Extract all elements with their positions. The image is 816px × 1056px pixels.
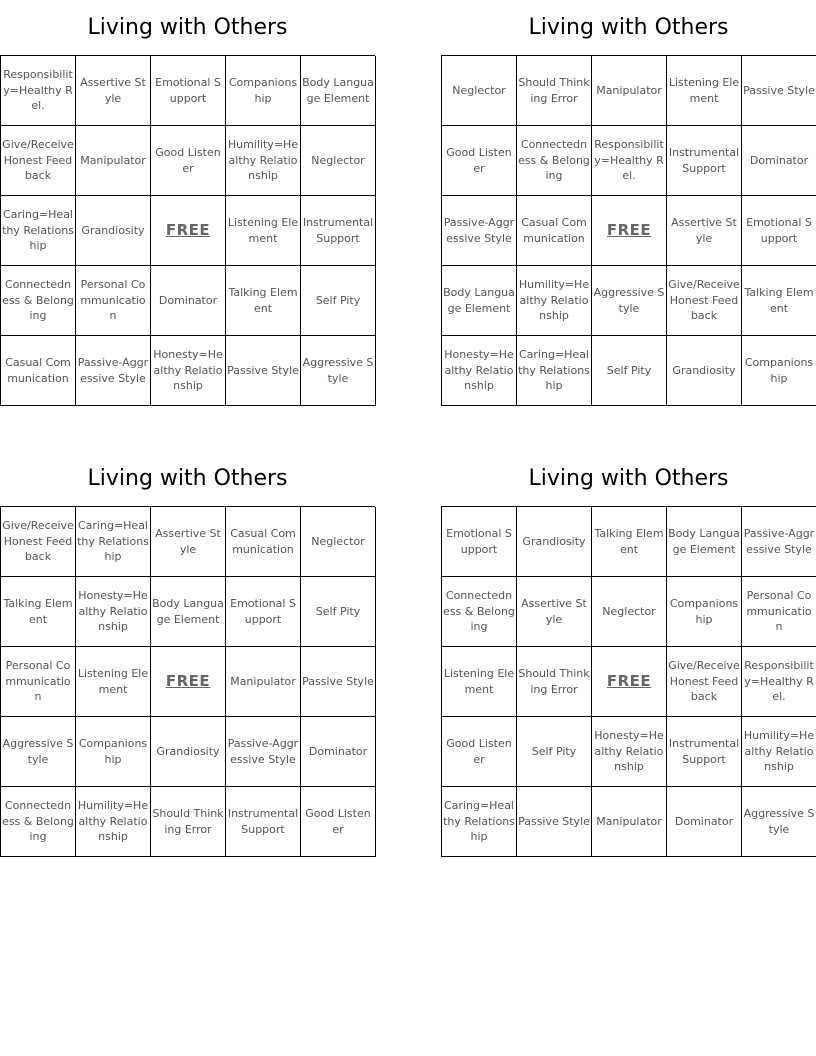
bingo-cell-label: Honesty=Healthy Relationship	[153, 348, 223, 393]
bingo-cell	[742, 507, 816, 577]
bingo-cell	[1, 56, 76, 126]
bingo-cell-label: Give/Receive Honest Feedback	[668, 659, 740, 704]
bingo-cell-label: Companionship	[78, 737, 148, 766]
bingo-cell	[76, 787, 151, 857]
bingo-cell-label: Aggressive Style	[2, 737, 74, 766]
bingo-cell-label: Companionship	[744, 356, 814, 385]
bingo-cell-label: Dominator	[158, 293, 218, 307]
bingo-cell-label: Manipulator	[80, 153, 146, 167]
bingo-cell	[517, 577, 592, 647]
bingo-cell-label: Responsibility=Healthy Rel.	[744, 659, 814, 704]
bingo-cell-label: Personal Communication	[5, 659, 71, 704]
bingo-cell-label: Personal Communication	[80, 278, 146, 323]
bingo-cell	[517, 336, 592, 406]
bingo-cell-label: Instrumental Support	[668, 146, 740, 175]
card-title: Living with Others	[87, 15, 288, 40]
bingo-cell	[151, 717, 226, 787]
bingo-cell	[76, 196, 151, 266]
bingo-cell-label: Self Pity	[606, 363, 652, 377]
bingo-cell-label: Should Thinking Error	[518, 667, 590, 696]
bingo-cell-label: Aggressive Style	[743, 807, 815, 836]
bingo-cell-label: Humility=Healthy Relationship	[743, 729, 815, 774]
bingo-cell	[151, 266, 226, 336]
bingo-cell-label: Dominator	[674, 814, 734, 828]
bingo-cell	[742, 336, 816, 406]
bingo-cell-label: Neglector	[311, 534, 365, 548]
bingo-cell-label: Listening Element	[443, 667, 515, 696]
bingo-cell-label: Casual Communication	[521, 216, 587, 245]
bingo-cell	[1, 266, 76, 336]
bingo-cell	[517, 266, 592, 336]
bingo-cell-label: Honesty=Healthy Relationship	[594, 729, 664, 774]
bingo-cell-label: Talking Element	[228, 286, 298, 315]
bingo-cell-label: Casual Communication	[230, 527, 296, 556]
bingo-cell	[226, 717, 301, 787]
bingo-cell	[151, 507, 226, 577]
bingo-cell-label: Aggressive Style	[593, 286, 665, 315]
bingo-cell-label: Assertive Style	[80, 76, 146, 105]
bingo-cell	[301, 266, 376, 336]
bingo-cell-label: Manipulator	[230, 674, 296, 688]
bingo-cell	[301, 717, 376, 787]
bingo-cell	[151, 126, 226, 196]
bingo-cell	[226, 196, 301, 266]
bingo-cell-label: Emotional Support	[230, 597, 296, 626]
bingo-cell-label: Passive Style	[302, 674, 374, 688]
bingo-cell	[151, 56, 226, 126]
bingo-cell	[76, 717, 151, 787]
bingo-cell-label: Body Language Element	[152, 597, 224, 626]
bingo-cell-label: FREE	[165, 671, 211, 690]
bingo-cell	[226, 787, 301, 857]
bingo-cell-label: Grandiosity	[672, 363, 736, 377]
bingo-cell-label: Humility=Healthy Relationship	[518, 278, 590, 323]
bingo-cell-label: FREE	[606, 220, 652, 239]
bingo-cell-label: Connectedness & Belonging	[518, 138, 590, 183]
bingo-cell-label: FREE	[606, 671, 652, 690]
bingo-cell	[667, 647, 742, 717]
bingo-cell-label: Passive Style	[743, 83, 815, 97]
bingo-cell	[226, 647, 301, 717]
bingo-cell	[517, 196, 592, 266]
bingo-cell	[442, 717, 517, 787]
bingo-cell	[667, 126, 742, 196]
bingo-cell	[517, 56, 592, 126]
bingo-cell-label: Neglector	[602, 604, 656, 618]
bingo-cell-label: Emotional Support	[446, 527, 512, 556]
bingo-cell-label: Assertive Style	[155, 527, 221, 556]
bingo-cell	[442, 647, 517, 717]
bingo-cell	[667, 787, 742, 857]
bingo-cell-label: Caring=Healthy Relationship	[77, 519, 149, 564]
bingo-cell-label: FREE	[165, 220, 211, 239]
bingo-cell-label: Talking Element	[594, 527, 664, 556]
bingo-cell-label: Good Listener	[446, 737, 512, 766]
bingo-cell-label: Companionship	[669, 597, 739, 626]
bingo-cell-label: Give/Receive Honest Feedback	[2, 519, 74, 564]
bingo-cell-label: Passive-Aggressive Style	[77, 356, 149, 385]
bingo-cell	[592, 126, 667, 196]
bingo-cell	[667, 507, 742, 577]
bingo-cell	[301, 787, 376, 857]
bingo-cell	[742, 577, 816, 647]
bingo-card	[0, 451, 375, 857]
bingo-cell-label: Honesty=Healthy Relationship	[444, 348, 514, 393]
bingo-cell	[667, 266, 742, 336]
bingo-cell	[517, 787, 592, 857]
bingo-cell	[226, 336, 301, 406]
bingo-cell-label: Listening Element	[668, 76, 740, 105]
bingo-cell	[226, 56, 301, 126]
bingo-cell-label: Neglector	[311, 153, 365, 167]
bingo-cell	[592, 266, 667, 336]
bingo-cell	[301, 336, 376, 406]
bingo-cell-label: Listening Element	[77, 667, 149, 696]
bingo-cell	[742, 126, 816, 196]
free-space-cell	[592, 647, 667, 717]
bingo-cell-label: Give/Receive Honest Feedback	[2, 138, 74, 183]
bingo-cell	[517, 126, 592, 196]
bingo-cell-label: Caring=Healthy Relationship	[518, 348, 590, 393]
bingo-cell-label: Assertive Style	[521, 597, 587, 626]
bingo-cell-label: Grandiosity	[522, 534, 586, 548]
bingo-cell	[442, 266, 517, 336]
bingo-cell-label: Connectedness & Belonging	[2, 799, 74, 844]
bingo-cell	[517, 507, 592, 577]
bingo-card	[441, 451, 816, 857]
bingo-cell-label: Neglector	[452, 83, 506, 97]
bingo-cell	[442, 507, 517, 577]
bingo-cell	[151, 336, 226, 406]
bingo-cell	[151, 577, 226, 647]
bingo-cell-label: Dominator	[308, 744, 368, 758]
bingo-cell	[442, 787, 517, 857]
bingo-cell	[517, 717, 592, 787]
bingo-cell-label: Assertive Style	[671, 216, 737, 245]
bingo-cell	[592, 56, 667, 126]
bingo-cell-label: Emotional Support	[746, 216, 812, 245]
bingo-cell-label: Honesty=Healthy Relationship	[78, 589, 148, 634]
bingo-cell-label: Connectedness & Belonging	[443, 589, 515, 634]
bingo-cell-label: Casual Communication	[5, 356, 71, 385]
bingo-card	[0, 0, 375, 406]
bingo-cell	[592, 787, 667, 857]
bingo-cell	[742, 787, 816, 857]
bingo-cell	[226, 507, 301, 577]
bingo-cell-label: Humility=Healthy Relationship	[77, 799, 149, 844]
bingo-cell	[667, 717, 742, 787]
bingo-cell	[151, 787, 226, 857]
bingo-cell-label: Instrumental Support	[668, 737, 740, 766]
bingo-cell-label: Body Language Element	[668, 527, 740, 556]
bingo-cell-label: Instrumental Support	[302, 216, 374, 245]
bingo-cell-label: Passive-Aggressive Style	[227, 737, 299, 766]
bingo-cell-label: Passive Style	[518, 814, 590, 828]
bingo-cell-label: Self Pity	[315, 604, 361, 618]
bingo-cell	[76, 266, 151, 336]
bingo-cell-label: Caring=Healthy Relationship	[443, 799, 515, 844]
bingo-cell-label: Talking Element	[744, 286, 814, 315]
bingo-cell	[742, 196, 816, 266]
bingo-cell-label: Caring=Healthy Relationship	[2, 208, 74, 253]
card-title: Living with Others	[528, 15, 729, 40]
bingo-cell	[76, 507, 151, 577]
bingo-cell-label: Instrumental Support	[227, 807, 299, 836]
bingo-cell-label: Talking Element	[3, 597, 73, 626]
bingo-cell-label: Companionship	[228, 76, 298, 105]
bingo-card	[441, 0, 816, 406]
bingo-cell	[667, 56, 742, 126]
bingo-cell-label: Dominator	[749, 153, 809, 167]
bingo-cell-label: Should Thinking Error	[518, 76, 590, 105]
bingo-cell	[742, 647, 816, 717]
bingo-cell	[76, 647, 151, 717]
bingo-cell	[517, 647, 592, 717]
bingo-cell-label: Body Language Element	[302, 76, 374, 105]
bingo-cell	[1, 336, 76, 406]
bingo-cell	[667, 336, 742, 406]
bingo-cell-label: Manipulator	[596, 814, 662, 828]
bingo-cell	[742, 56, 816, 126]
bingo-cell-label: Connectedness & Belonging	[2, 278, 74, 323]
bingo-cell-label: Good Listener	[305, 807, 371, 836]
bingo-cell	[301, 577, 376, 647]
bingo-cell-label: Give/Receive Honest Feedback	[668, 278, 740, 323]
bingo-cell-label: Grandiosity	[156, 744, 220, 758]
bingo-cell	[592, 336, 667, 406]
bingo-cell	[226, 577, 301, 647]
bingo-cell	[592, 577, 667, 647]
bingo-cell	[742, 717, 816, 787]
bingo-cell-label: Personal Communication	[746, 589, 812, 634]
bingo-cell	[442, 56, 517, 126]
bingo-cell-label: Responsibility=Healthy Rel.	[594, 138, 664, 183]
bingo-cell-label: Good Listener	[155, 146, 221, 175]
bingo-cell	[301, 126, 376, 196]
bingo-cell-label: Passive Style	[227, 363, 299, 377]
bingo-grid	[0, 506, 375, 857]
bingo-grid	[0, 55, 375, 406]
bingo-cell	[1, 647, 76, 717]
card-title: Living with Others	[528, 466, 729, 491]
bingo-cell	[1, 717, 76, 787]
bingo-grid	[441, 55, 816, 406]
bingo-cell	[76, 126, 151, 196]
bingo-cell	[1, 126, 76, 196]
bingo-cell	[301, 507, 376, 577]
bingo-cell-label: Body Language Element	[443, 286, 515, 315]
bingo-cell	[301, 647, 376, 717]
bingo-cell-label: Listening Element	[227, 216, 299, 245]
bingo-cell	[592, 507, 667, 577]
bingo-cell	[76, 56, 151, 126]
bingo-cell-label: Passive-Aggressive Style	[443, 216, 515, 245]
bingo-cell	[742, 266, 816, 336]
bingo-cell	[1, 196, 76, 266]
bingo-cell	[592, 717, 667, 787]
bingo-cell-label: Emotional Support	[155, 76, 221, 105]
bingo-cell	[667, 196, 742, 266]
bingo-cell-label: Aggressive Style	[302, 356, 374, 385]
bingo-cell-label: Humility=Healthy Relationship	[227, 138, 299, 183]
bingo-cell-label: Grandiosity	[81, 223, 145, 237]
bingo-cell	[301, 56, 376, 126]
bingo-cell	[442, 196, 517, 266]
bingo-cell-label: Good Listener	[446, 146, 512, 175]
bingo-cell-label: Passive-Aggressive Style	[743, 527, 815, 556]
bingo-cell	[442, 577, 517, 647]
free-space-cell	[151, 647, 226, 717]
free-space-cell	[151, 196, 226, 266]
bingo-cell	[667, 577, 742, 647]
bingo-cell-label: Self Pity	[531, 744, 577, 758]
bingo-cell	[1, 787, 76, 857]
bingo-cell	[442, 336, 517, 406]
bingo-cell	[226, 126, 301, 196]
bingo-cell-label: Manipulator	[596, 83, 662, 97]
bingo-cell-label: Self Pity	[315, 293, 361, 307]
bingo-cell	[1, 507, 76, 577]
free-space-cell	[592, 196, 667, 266]
bingo-cell-label: Responsibility=Healthy Rel.	[3, 68, 73, 113]
bingo-cell	[76, 336, 151, 406]
bingo-cell	[442, 126, 517, 196]
bingo-grid	[441, 506, 816, 857]
bingo-cell	[301, 196, 376, 266]
bingo-cell-label: Should Thinking Error	[152, 807, 224, 836]
bingo-cell	[1, 577, 76, 647]
bingo-cell	[76, 577, 151, 647]
card-title: Living with Others	[87, 466, 288, 491]
bingo-cell	[226, 266, 301, 336]
